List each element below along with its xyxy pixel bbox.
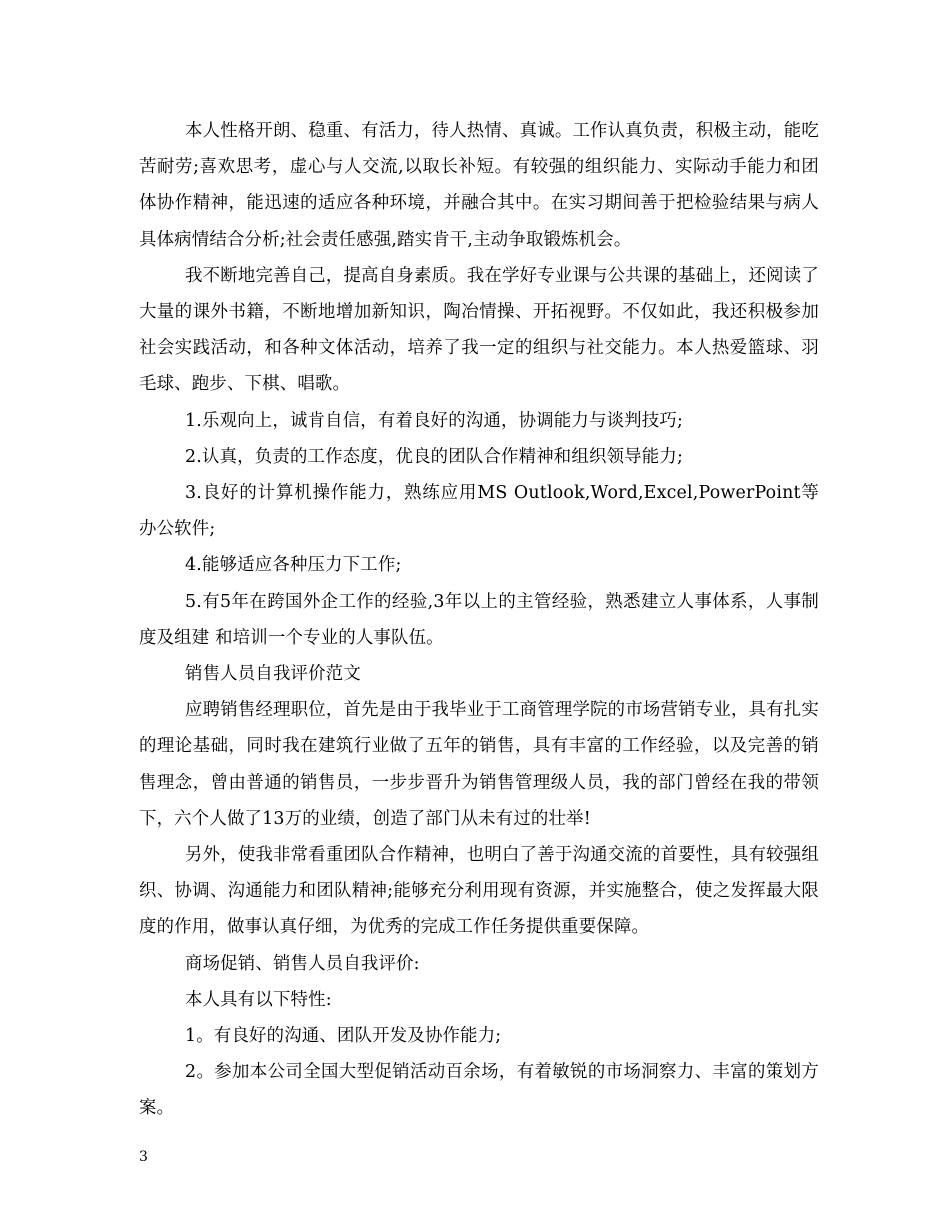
paragraph-sales-manager: 应聘销售经理职位，首先是由于我毕业于工商管理学院的市场营销专业，具有扎实的理论基础，同时我在建筑行业做了五年的销售，具有丰富的工作经验，以及完善的销售理念，曾由普通的销售员，一步步晋升为销售管理级人员，我的部门曾经在我的带领下，六个人做了13万的业绩，创造了部门从未有过的壮举! — [139, 700, 819, 829]
list-item-pressure: 4.能够适应各种压力下工作; — [185, 555, 402, 576]
list-item-computer-skills: 3.良好的计算机操作能力，熟练应用MS Outlook,Word,Excel,PowerPoint等办公软件; — [139, 483, 819, 540]
section-heading-sales-evaluation: 销售人员自我评价范文 — [185, 664, 361, 685]
page-number: 3 — [139, 1149, 148, 1165]
paragraph-traits-intro: 本人具有以下特性: — [185, 989, 332, 1010]
paragraph-teamwork: 另外，使我非常看重团队合作精神，也明白了善于沟通交流的首要性，具有较强组织、协调、沟通能力和团队精神;能够充分利用现有资源，并实施整合，使之发挥最大限度的作用，做事认真仔细，为优秀的完成工作任务提供重要保障。 — [139, 845, 819, 938]
list-item-optimism: 1.乐观向上，诚肯自信，有着良好的沟通，协调能力与谈判技巧; — [185, 410, 684, 431]
list-item-promotion-events: 2。参加本公司全国大型促销活动百余场，有着敏锐的市场洞察力、丰富的策划方案。 — [139, 1062, 819, 1119]
list-item-experience: 5.有5年在跨国外企工作的经验,3年以上的主管经验，熟悉建立人事体系，人事制度及组建 和培训一个专业的人事队伍。 — [139, 591, 819, 648]
document-body — [139, 113, 819, 1127]
list-item-communication: 1。有良好的沟通、团队开发及协作能力; — [185, 1026, 502, 1047]
paragraph-personality: 本人性格开朗、稳重、有活力，待人热情、真诚。工作认真负责，积极主动，能吃苦耐劳;喜欢思考，虚心与人交流,以取长补短。有较强的组织能力、实际动手能力和团体协作精神，能迅速的适应各种环境，并融合其中。在实习期间善于把检验结果与病人具体病情结合分析;社会责任感强,踏实肯干,主动争取锻炼机会。 — [139, 121, 819, 250]
list-item-work-attitude: 2.认真，负责的工作态度，优良的团队合作精神和组织领导能力; — [185, 446, 684, 467]
section-heading-mall-promotion: 商场促销、销售人员自我评价: — [185, 953, 420, 974]
paragraph-self-improvement: 我不断地完善自己，提高自身素质。我在学好专业课与公共课的基础上，还阅读了大量的课外书籍，不断地增加新知识，陶冶情操、开拓视野。不仅如此，我还积极参加社会实践活动，和各种文体活动，培养了我一定的组织与社交能力。本人热爱篮球、羽毛球、跑步、下棋、唱歌。 — [139, 265, 819, 395]
